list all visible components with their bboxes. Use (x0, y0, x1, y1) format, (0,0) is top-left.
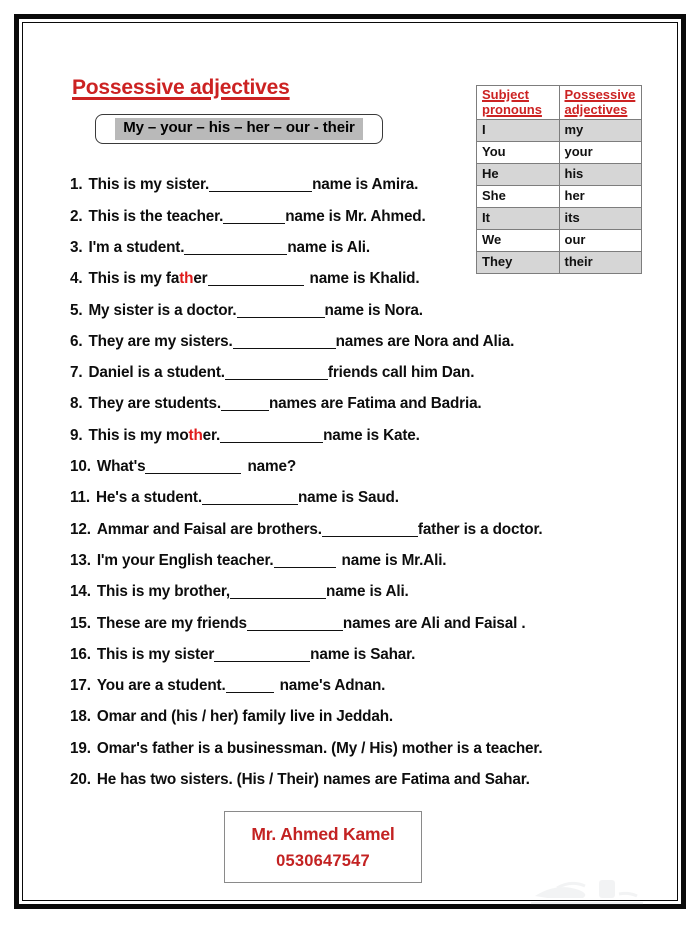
question-number: 4. (70, 270, 83, 288)
question-text-pre-continued: er (193, 270, 208, 288)
question-text: Omar's father is a businessman. (My / His) mother is a teacher. (96, 739, 543, 757)
question-text-pre: I'm your English teacher. (96, 551, 274, 569)
question-text-post: name is Saud. (297, 489, 399, 507)
cell-possessive: your (559, 142, 642, 164)
question-text-pre: This is my mo (88, 426, 189, 444)
question-text-pre: You are a student. (96, 677, 226, 695)
cell-pronoun: He (477, 164, 560, 186)
column-header-possessive-adjectives (559, 86, 642, 120)
answer-blank[interactable] (322, 523, 418, 537)
question-text-pre: These are my friends (96, 614, 247, 632)
question-number: 19. (70, 739, 91, 757)
answer-blank[interactable] (184, 241, 287, 255)
question-text-pre: This is my sister (96, 645, 215, 663)
answer-blank[interactable] (223, 210, 285, 224)
header-possessive-line2: adjectives (564, 101, 628, 117)
question-number: 11. (70, 489, 90, 507)
cell-possessive: its (559, 208, 642, 230)
question-text-post: names are Ali and Faisal . (342, 614, 526, 632)
question-text-post: father is a doctor. (417, 520, 543, 538)
cell-pronoun: We (477, 230, 560, 252)
answer-blank[interactable] (247, 617, 343, 631)
question-item-6 (70, 326, 645, 357)
table-row (477, 120, 642, 142)
cell-possessive: her (559, 186, 642, 208)
question-item-11 (70, 483, 645, 514)
question-item-1 (70, 170, 645, 201)
question-text-pre: They are my sisters. (88, 332, 233, 350)
question-text-post: name is Amira. (312, 176, 419, 194)
cell-possessive: their (559, 252, 642, 274)
teacher-name: Mr. Ahmed Kamel (251, 823, 395, 844)
question-number: 8. (70, 395, 83, 413)
question-number: 9. (70, 426, 83, 444)
highlighted-letters: th (188, 426, 203, 444)
answer-blank[interactable] (209, 179, 312, 193)
question-text-pre: They are students. (88, 395, 221, 413)
question-text-post: name's Adnan. (279, 677, 386, 695)
question-text-pre: This is my brother, (96, 583, 230, 601)
question-number: 17. (70, 677, 91, 695)
cell-pronoun: They (477, 252, 560, 274)
question-text-pre: My sister is a doctor. (88, 301, 237, 319)
question-item-14 (70, 577, 645, 608)
table-row (477, 142, 642, 164)
question-number: 7. (70, 364, 83, 382)
question-text-post: name is Mr.Ali. (341, 551, 447, 569)
cell-pronoun: It (477, 208, 560, 230)
question-text-post: name is Khalid. (309, 270, 420, 288)
question-text-post: name is Kate. (323, 426, 420, 444)
question-number: 1. (70, 176, 83, 194)
table-header-row (477, 86, 642, 120)
question-text-pre: This is my fa (88, 270, 180, 288)
question-number: 13. (70, 551, 91, 569)
question-item-18 (70, 702, 645, 733)
question-item-20 (70, 765, 645, 796)
answer-blank[interactable] (274, 554, 336, 568)
answer-blank[interactable] (226, 680, 274, 694)
word-bank-box (95, 114, 383, 144)
question-number: 16. (70, 645, 91, 663)
question-number: 14. (70, 583, 91, 601)
question-list (70, 170, 645, 796)
question-text: Omar and (his / her) family live in Jeddah. (96, 708, 393, 726)
question-text-pre: This is the teacher. (88, 207, 224, 225)
answer-blank[interactable] (208, 273, 304, 287)
question-item-7 (70, 358, 645, 389)
question-number: 5. (70, 301, 83, 319)
answer-blank[interactable] (237, 304, 325, 318)
question-number: 2. (70, 207, 83, 225)
question-number: 6. (70, 332, 83, 350)
question-text: He has two sisters. (His / Their) names are Fatima and Sahar. (96, 771, 530, 789)
question-text-pre: Daniel is a student. (88, 364, 225, 382)
question-number: 15. (70, 614, 91, 632)
answer-blank[interactable] (221, 398, 269, 412)
cell-possessive: our (559, 230, 642, 252)
question-text-pre: What's (96, 458, 146, 476)
answer-blank[interactable] (225, 367, 328, 381)
answer-blank[interactable] (220, 429, 323, 443)
highlighted-letters: th (179, 270, 194, 288)
question-item-17 (70, 671, 645, 702)
cell-pronoun: She (477, 186, 560, 208)
question-item-4 (70, 264, 645, 295)
teacher-signature-box (224, 811, 422, 883)
page-title: Possessive adjectives (72, 76, 290, 99)
question-item-12 (70, 514, 645, 545)
question-text-post: name is Sahar. (310, 645, 416, 663)
cell-pronoun: You (477, 142, 560, 164)
question-text-pre: This is my sister. (88, 176, 210, 194)
answer-blank[interactable] (202, 492, 298, 506)
question-text-post: name is Ali. (326, 583, 409, 601)
question-item-2 (70, 201, 645, 232)
question-text-pre: He's a student. (95, 489, 202, 507)
question-number: 18. (70, 708, 91, 726)
cell-possessive: my (559, 120, 642, 142)
answer-blank[interactable] (214, 648, 310, 662)
question-text-post: name is Nora. (324, 301, 423, 319)
word-bank-text: My – your – his – her – our - their (115, 118, 363, 140)
question-item-15 (70, 608, 645, 639)
question-number: 12. (70, 520, 91, 538)
question-item-9 (70, 420, 645, 451)
question-text-post: names are Fatima and Badria. (268, 395, 482, 413)
column-header-subject-pronouns (477, 86, 560, 120)
question-number: 20. (70, 771, 91, 789)
question-item-8 (70, 389, 645, 420)
question-item-16 (70, 639, 645, 670)
question-number: 3. (70, 238, 83, 256)
question-item-19 (70, 733, 645, 764)
question-item-10 (70, 452, 645, 483)
teacher-phone: 0530647547 (276, 851, 370, 870)
question-text-pre: I'm a student. (88, 238, 185, 256)
question-text-post: name is Ali. (287, 238, 371, 256)
question-text-pre: Ammar and Faisal are brothers. (96, 520, 322, 538)
header-subject-line2: pronouns (482, 101, 542, 117)
question-item-13 (70, 546, 645, 577)
question-text-post: name is Mr. Ahmed. (285, 207, 426, 225)
cell-possessive: his (559, 164, 642, 186)
header-possessive-line1: Possessive (564, 87, 636, 102)
question-text-post: names are Nora and Alia. (335, 332, 515, 350)
question-text-pre-continued: er. (202, 426, 221, 444)
question-item-5 (70, 295, 645, 326)
answer-blank[interactable] (233, 335, 336, 349)
question-text-post: name? (247, 458, 297, 476)
question-number: 10. (70, 458, 91, 476)
answer-blank[interactable] (145, 461, 241, 475)
cell-pronoun: I (477, 120, 560, 142)
header-subject-line1: Subject (482, 87, 529, 102)
question-text-post: friends call him Dan. (327, 364, 475, 382)
answer-blank[interactable] (230, 586, 326, 600)
question-item-3 (70, 233, 645, 264)
